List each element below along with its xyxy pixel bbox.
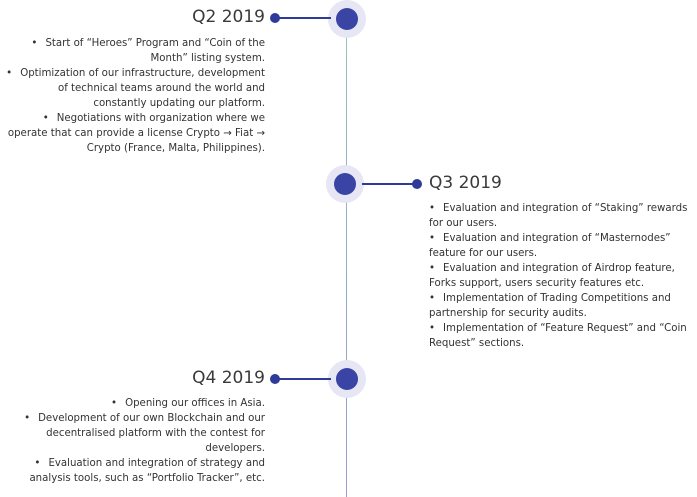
list-item: • Start of “Heroes” Program and “Coin of the Month” listing system. [31, 38, 265, 64]
list-item: • Development of our own Blockchain and our decentralised platform with the contest for developers. [24, 413, 265, 454]
timeline-dot [270, 13, 280, 23]
timeline-node-core [336, 8, 358, 30]
list-item: • Opening our offices in Asia. [111, 398, 265, 409]
list-item: • Evaluation and integration of “Masternodes” feature for our users. [429, 233, 671, 259]
timeline-connector [362, 183, 416, 185]
timeline-dot [270, 374, 280, 384]
entry-title: Q2 2019 [192, 7, 265, 27]
timeline-node-core [336, 368, 358, 390]
list-item: • Evaluation and integration of strategy and analysis tools, such as “Portfolio Tracker”, etc. [29, 458, 265, 484]
entry-title: Q3 2019 [429, 173, 502, 193]
timeline-line [346, 0, 347, 497]
timeline-connector [275, 17, 331, 19]
list-item: • Implementation of Trading Competitions and partnership for security audits. [429, 293, 671, 319]
entry-list [429, 201, 691, 351]
timeline-node [328, 360, 366, 398]
timeline-dot [412, 179, 422, 189]
list-item: • Evaluation and integration of Airdrop feature, Forks support, users security features etc. [429, 263, 675, 289]
list-item: • Implementation of “Feature Request” and “Coin Request” sections. [429, 323, 687, 349]
list-item: • Optimization of our infrastructure, development of technical teams around the world and constantly updating our platform. [6, 68, 265, 109]
timeline-node [328, 0, 366, 38]
timeline-connector [275, 378, 331, 380]
list-item: • Evaluation and integration of “Staking” rewards for our users. [429, 203, 688, 229]
timeline-node-core [334, 173, 356, 195]
entry-list [3, 396, 265, 486]
timeline-node [326, 165, 364, 203]
entry-title: Q4 2019 [192, 368, 265, 388]
list-item: • Negotiations with organization where we operate that can provide a license Crypto → Fiat → Crypto (France, Malta, Philippines). [7, 113, 265, 154]
entry-list [3, 36, 265, 156]
